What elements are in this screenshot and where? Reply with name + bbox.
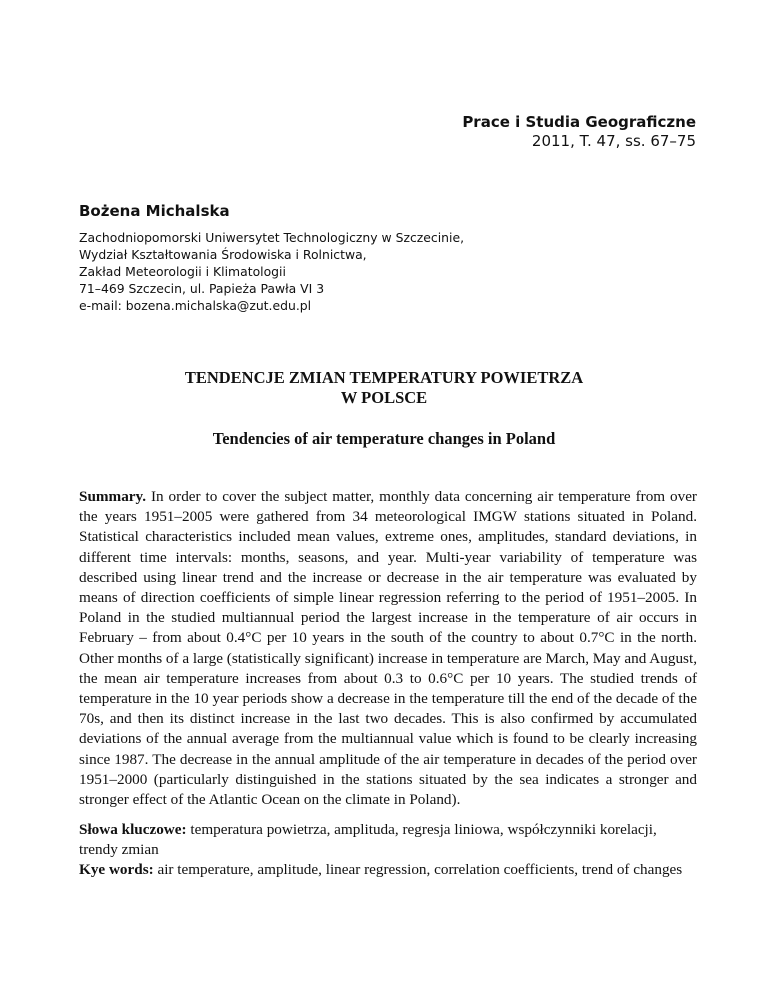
keywords-section [79, 820, 697, 881]
summary-paragraph [79, 487, 697, 810]
keywords-polish-label: Słowa kluczowe: [79, 821, 191, 838]
keywords-polish [79, 820, 697, 860]
author-name: Bożena Michalska [79, 202, 230, 220]
affiliation-faculty: Wydział Kształtowania Środowiska i Rolnictwa, [79, 247, 367, 262]
affiliation-email: e-mail: bozena.michalska@zut.edu.pl [79, 298, 312, 313]
journal-citation: 2011, T. 47, ss. 67–75 [531, 132, 696, 150]
paper-title [0, 368, 768, 408]
keywords-polish-text: temperatura powietrza, amplituda, regresja liniowa, współczynniki korelacji, trendy zmian [79, 821, 657, 859]
keywords-english-label: Kye words: [79, 861, 158, 879]
keywords-english-text: air temperature, amplitude, linear regression, correlation coefficients, trend of changes [157, 861, 683, 879]
affiliation-university: Zachodniopomorski Uniwersytet Technologiczny w Szczecinie, [79, 230, 465, 245]
journal-header [462, 113, 696, 151]
summary-label: Summary. [79, 488, 151, 505]
keywords-english [79, 860, 697, 880]
summary-text: In order to cover the subject matter, monthly data concerning air temperature from over the years 1951–2005 were gathered from 34 meteorological IMGW stations situated in Poland. Statistical characteristics included mean values, extreme ones, amplitudes, standard deviations, in different time intervals: months, seasons, and year. Multi-year variability of temperature was described using linear trend and the increase or decrease in the air temperature was evaluated by means of direction coefficients of simple linear regression referring to the period of 1951–2005. In Poland in the studied multiannual period the largest increase in the temperature of air occurs in February – from about 0.4°C per 10 years in the south of the country to about 0.7°C in the north. Other months of a large (statistically significant) increase in temperature are March, May and August, the mean air temperature increases from about 0.3 to 0.6°C per 10 years. The studied trends of temperature in the 10 year periods show a decrease in the temperature till the end of the decade of the 70s, and then its distinct increase in the last two decades. This is also confirmed by accumulated deviations of the annual average from the multiannual value which is found to be clearly increasing since 1987. The decrease in the annual amplitude of the air temperature in decades of the period over 1951–2000 (particularly distinguished in the stations situated by the sea indicates a stronger and stronger effect of the Atlantic Ocean on the climate in Poland). [79, 488, 697, 809]
journal-name: Prace i Studia Geograficzne [462, 113, 696, 131]
affiliation-address: 71–469 Szczecin, ul. Papieża Pawła VI 3 [79, 281, 325, 296]
author-affiliation [79, 229, 464, 314]
paper-title-english: Tendencies of air temperature changes in Poland [212, 429, 556, 448]
paper-title-line2: W POLSCE [340, 388, 428, 407]
affiliation-department: Zakład Meteorologii i Klimatologii [79, 264, 286, 279]
paper-title-line1: TENDENCJE ZMIAN TEMPERATURY POWIETRZA [184, 368, 584, 387]
